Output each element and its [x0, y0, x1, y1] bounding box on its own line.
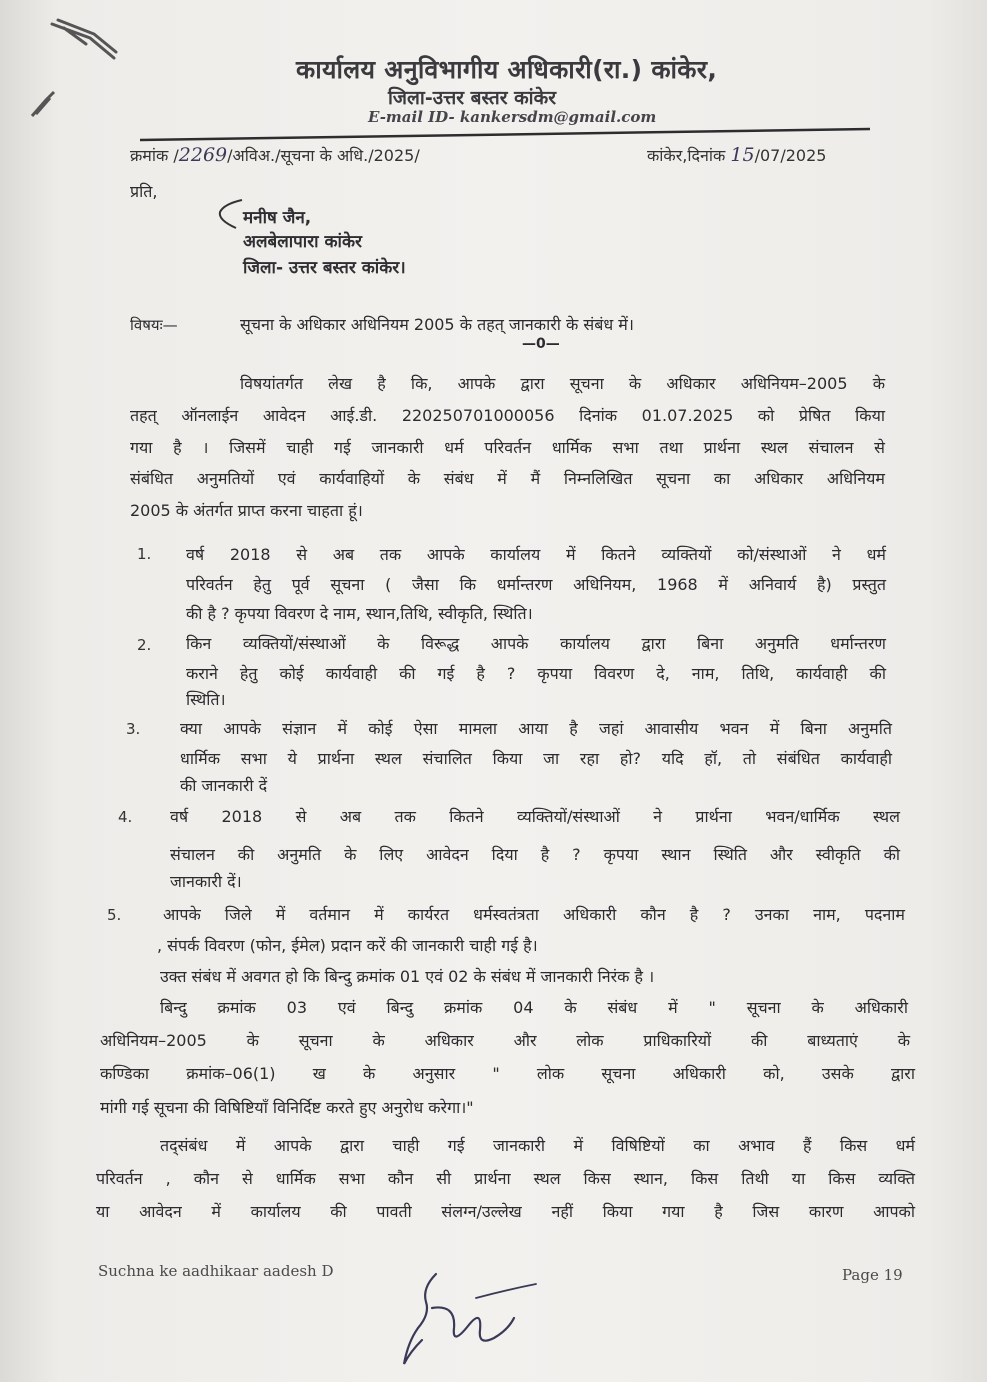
item-line: वर्ष 2018 से अब तक आपके कार्यालय में कितने व्यक्तियों को/संस्थाओं ने धर्म — [186, 545, 886, 564]
ref-suffix: /अवि‍अ./सूचना के अधि./2025/ — [227, 146, 420, 165]
item-line: की जानकारी दें — [180, 776, 268, 795]
response-line: मांगी गई सूचना की विषिष्टियॉं विनिर्दिष्ट करते हुए अनुरोध करेगा।" — [100, 1098, 474, 1117]
item-line: , संपर्क विवरण (फोन, ईमेल) प्रदान करें की जानकारी चाही गई है। — [157, 936, 538, 955]
district-line: जिला-उत्तर बस्तर कांकेर — [388, 87, 556, 109]
closing-line: परिवर्तन , कौन से धार्मिक सभा कौन सी प्रार्थना स्थल किस स्थान, किस तिथी या किस व्यक्ति — [96, 1169, 915, 1188]
response-line: उक्त संबंध में अवगत हो कि बिन्दु क्रमांक 01 एवं 02 के संबंध में जानकारी निरंक है । — [160, 967, 655, 986]
signature-icon — [396, 1268, 546, 1378]
scribble-mark — [28, 90, 58, 120]
intro-line: विषयांतर्गत लेख है कि, आपके द्वारा सूचना के अधिकार अधिनियम–2005 के — [240, 374, 885, 393]
date-prefix: कांकेर,दिनांक — [647, 146, 726, 165]
date-suffix: /07/2025 — [754, 146, 827, 165]
intro-line: तहत् ऑनलाईन आवेदन आई.डी. 220250701000056 दिनांक 01.07.2025 को प्रेषित किया — [130, 406, 885, 425]
item-line: परिवर्तन हेतु पूर्व सूचना ( जैसा कि धर्मान्तरण अधिनियम, 1968 में अनिवार्य है) प्रस्तुत — [186, 575, 886, 594]
scribble-mark — [50, 18, 120, 68]
letter-date — [647, 144, 826, 166]
reference-number — [130, 144, 420, 166]
ref-prefix: क्रमांक / — [130, 146, 179, 165]
item-line: कराने हेतु कोई कार्यवाही की गई है ? कृपया विवरण दे, नाम, तिथि, कार्यवाही की — [186, 664, 886, 683]
item-number: 5. — [107, 906, 122, 924]
item-number: 2. — [137, 636, 152, 654]
item-line: जानकारी दें। — [170, 872, 242, 891]
response-line: बिन्दु क्रमांक 03 एवं बिन्दु क्रमांक 04 के संबंध में " सूचना के अधिकारी — [160, 998, 908, 1017]
recipient-name: मनीष जैन, — [243, 208, 312, 228]
item-line: क्या आपके संज्ञान में कोई ऐसा मामला आया है जहां आवासीय भवन में बिना अनुमति — [180, 719, 892, 738]
recipient-district: जिला- उत्तर बस्तर कांकेर। — [243, 258, 406, 278]
ref-handwritten-number: 2269 — [178, 144, 228, 166]
intro-line: गया है । जिसमें चाही गई जानकारी धर्म परिवर्तन धार्मिक सभा तथा प्रार्थना स्थल संचालन से — [130, 438, 885, 457]
footer-page-number: Page 19 — [842, 1266, 903, 1284]
recipient-bracket-mark — [214, 198, 244, 234]
subject-label: विषयः— — [130, 316, 178, 334]
item-line: की है ? कृपया विवरण दे नाम, स्थान,तिथि, स्वीकृति, स्थिति। — [186, 604, 533, 623]
header-rule — [140, 126, 870, 146]
email-line: E-mail ID- kankersdm@gmail.com — [368, 108, 657, 126]
date-handwritten-day: 15 — [730, 144, 755, 166]
response-line: अधिनियम–2005 के सूचना के अधिकार और लोक प्राधिकारियों की बाध्यताएं के — [100, 1031, 910, 1050]
intro-line: संबंधित अनुमतियों एवं कार्यवाहियों के संबंध में मैं निम्नलिखित सूचना का अधिकार अधिनियम — [130, 469, 885, 488]
item-number: 4. — [118, 808, 133, 826]
salutation: प्रति, — [130, 182, 158, 201]
item-line: आपके जिले में वर्तमान में कार्यरत धर्मस्वतंत्रता अधिकारी कौन है ? उनका नाम, पदनाम — [163, 905, 905, 924]
item-number: 1. — [137, 545, 152, 563]
item-number: 3. — [126, 720, 141, 738]
intro-line: 2005 के अंतर्गत प्राप्त करना चाहता हूं। — [130, 501, 363, 520]
item-line: किन व्यक्तियों/संस्थाओं के विरूद्ध आपके कार्यालय द्वारा बिना अनुमति धर्मान्तरण — [186, 634, 886, 653]
item-line: वर्ष 2018 से अब तक कितने व्यक्तियों/संस्थाओं ने प्रार्थना भवन/धार्मिक स्थल — [170, 807, 900, 826]
closing-line: या आवेदन में कार्यालय की पावती संलग्न/उल्लेख नहीं किया गया है जिस कारण आपको — [96, 1202, 915, 1221]
office-title: कार्यालय अनुविभागीय अधिकारी(रा.) कांकेर, — [296, 55, 718, 84]
response-line: कण्डिका क्रमांक–06(1) ख के अनुसार " लोक सूचना अधिकारी को, उसके द्वारा — [100, 1064, 915, 1083]
item-line: धार्मिक सभा ये प्रार्थना स्थल संचालित किया जा रहा हो? यदि हॉ, तो संबंधित कार्यवाही — [180, 749, 892, 768]
subject-text: सूचना के अधिकार अधिनियम 2005 के तहत् जानकारी के संबंध में। — [240, 315, 634, 334]
recipient-address: अलबेलापारा कांकेर — [243, 232, 362, 252]
subject-divider: —0— — [522, 336, 560, 352]
closing-line: तद्संबंध में आपके द्वारा चाही गई जानकारी में विषिष्टियों का अभाव हैं किस धर्म — [160, 1136, 915, 1155]
item-line: स्थिति। — [186, 690, 226, 709]
item-line: संचालन की अनुमति के लिए आवेदन दिया है ? कृपया स्थान स्थिति और स्वीकृति की — [170, 845, 900, 864]
footer-document-title: Suchna ke aadhikaar aadesh D — [98, 1262, 334, 1280]
